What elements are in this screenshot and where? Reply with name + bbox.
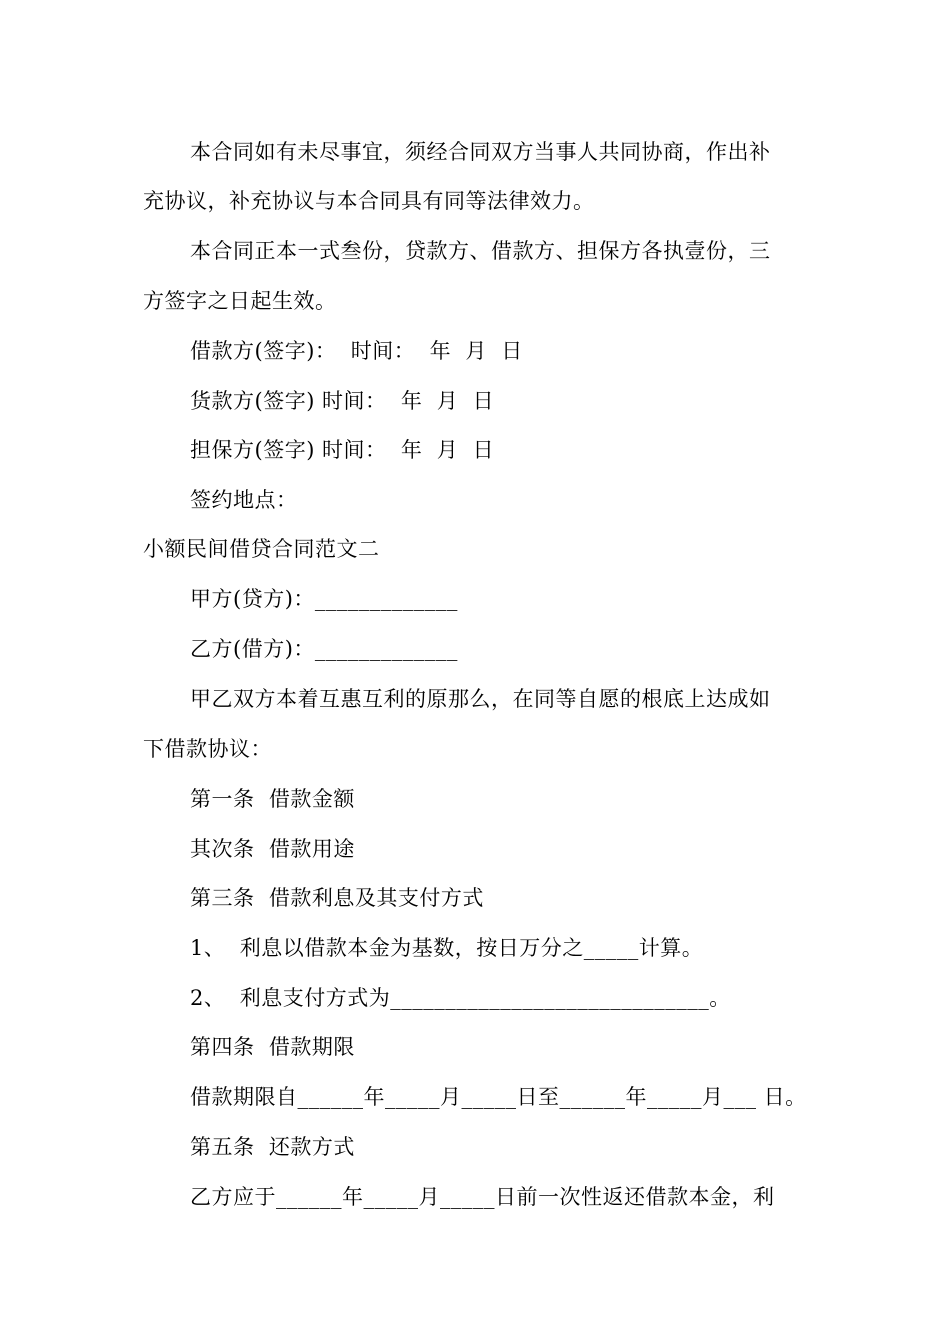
article-4-heading: 第四条 借款期限 <box>190 1035 355 1059</box>
party-a-line: 甲方(贷方)：_____________ <box>190 587 458 611</box>
agreement-intro-line-2: 下借款协议： <box>143 737 272 761</box>
lender-signature-line: 货款方(签字) 时间： 年 月 日 <box>190 389 495 413</box>
article-2-heading: 其次条 借款用途 <box>190 837 355 861</box>
paragraph-copies-line-1: 本合同正本一式叁份，贷款方、借款方、担保方各执壹份，三 <box>190 239 771 263</box>
borrower-signature-line: 借款方(签字)： 时间： 年 月 日 <box>190 339 523 363</box>
article-3-heading: 第三条 借款利息及其支付方式 <box>190 886 484 910</box>
article-1-heading: 第一条 借款金额 <box>190 787 355 811</box>
interest-item-2: 2、 利息支付方式为_____________________________。 <box>190 986 731 1010</box>
paragraph-copies-line-2: 方签字之日起生效。 <box>143 289 337 313</box>
loan-period-line: 借款期限自______年_____月_____日至______年_____月___ 日。 <box>190 1085 807 1109</box>
repayment-line: 乙方应于______年_____月_____日前一次性返还借款本金，利 <box>190 1185 775 1209</box>
guarantor-signature-line: 担保方(签字) 时间： 年 月 日 <box>190 438 495 462</box>
article-5-heading: 第五条 还款方式 <box>190 1135 355 1159</box>
paragraph-supplement-line-2: 充协议，补充协议与本合同具有同等法律效力。 <box>143 189 595 213</box>
agreement-intro-line-1: 甲乙双方本着互惠互利的原那么，在同等自愿的根底上达成如 <box>190 687 771 711</box>
signing-place-line: 签约地点： <box>190 488 298 512</box>
paragraph-supplement-line-1: 本合同如有未尽事宜，须经合同双方当事人共同协商，作出补 <box>190 140 771 164</box>
party-b-line: 乙方(借方)：_____________ <box>190 637 458 661</box>
interest-item-1: 1、 利息以借款本金为基数，按日万分之_____计算。 <box>190 936 704 960</box>
section-title: 小额民间借贷合同范文二 <box>143 537 380 561</box>
